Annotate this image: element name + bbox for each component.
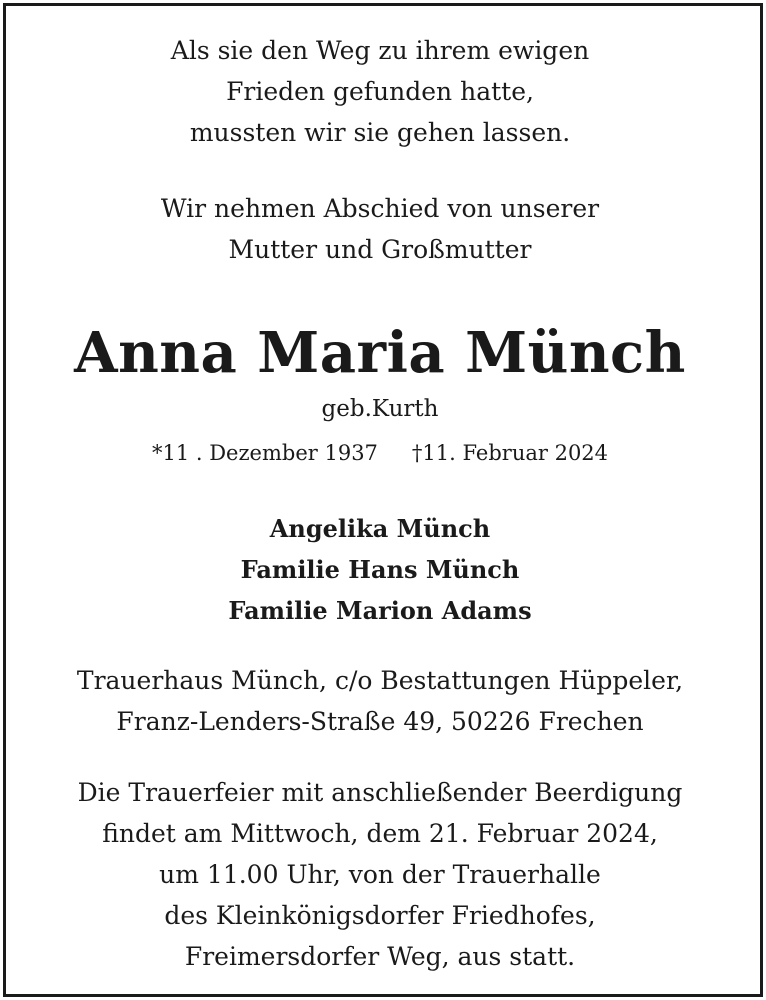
ceremony-line: um 11.00 Uhr, von der Trauerhalle <box>159 860 601 889</box>
deceased-name: Anna Maria Münch <box>74 320 686 386</box>
farewell-line: Wir nehmen Abschied von unserer <box>160 194 600 223</box>
mourner: Angelika Münch <box>269 514 491 543</box>
intro-verse-line: Frieden gefunden hatte, <box>226 77 534 106</box>
ceremony-line: Die Trauerfeier mit anschließender Beerdigung <box>77 778 683 807</box>
address-line: Franz-Lenders-Straße 49, 50226 Frechen <box>116 707 644 736</box>
address-line: Trauerhaus Münch, c/o Bestattungen Hüppeler, <box>76 666 684 695</box>
maiden-name: geb.Kurth <box>321 396 439 422</box>
intro-verse-line: Als sie den Weg zu ihrem ewigen <box>170 36 590 65</box>
ceremony-info <box>0 772 760 977</box>
mourner: Familie Marion Adams <box>228 596 532 625</box>
life-dates <box>0 436 760 470</box>
ceremony-line: des Kleinkönigsdorfer Friedhofes, <box>164 901 596 930</box>
death-date: †11. Februar 2024 <box>411 441 609 465</box>
ceremony-line: Freimersdorfer Weg, aus statt. <box>184 942 576 971</box>
intro-verse <box>0 30 760 153</box>
birth-date: *11 . Dezember 1937 <box>151 441 378 465</box>
farewell-text <box>0 188 760 270</box>
farewell-line: Mutter und Großmutter <box>228 235 532 264</box>
intro-verse-line: mussten wir sie gehen lassen. <box>189 118 571 147</box>
mourners-list <box>0 508 760 631</box>
mourning-address <box>0 660 760 742</box>
mourner: Familie Hans Münch <box>240 555 520 584</box>
ceremony-line: findet am Mittwoch, dem 21. Februar 2024, <box>102 819 658 848</box>
